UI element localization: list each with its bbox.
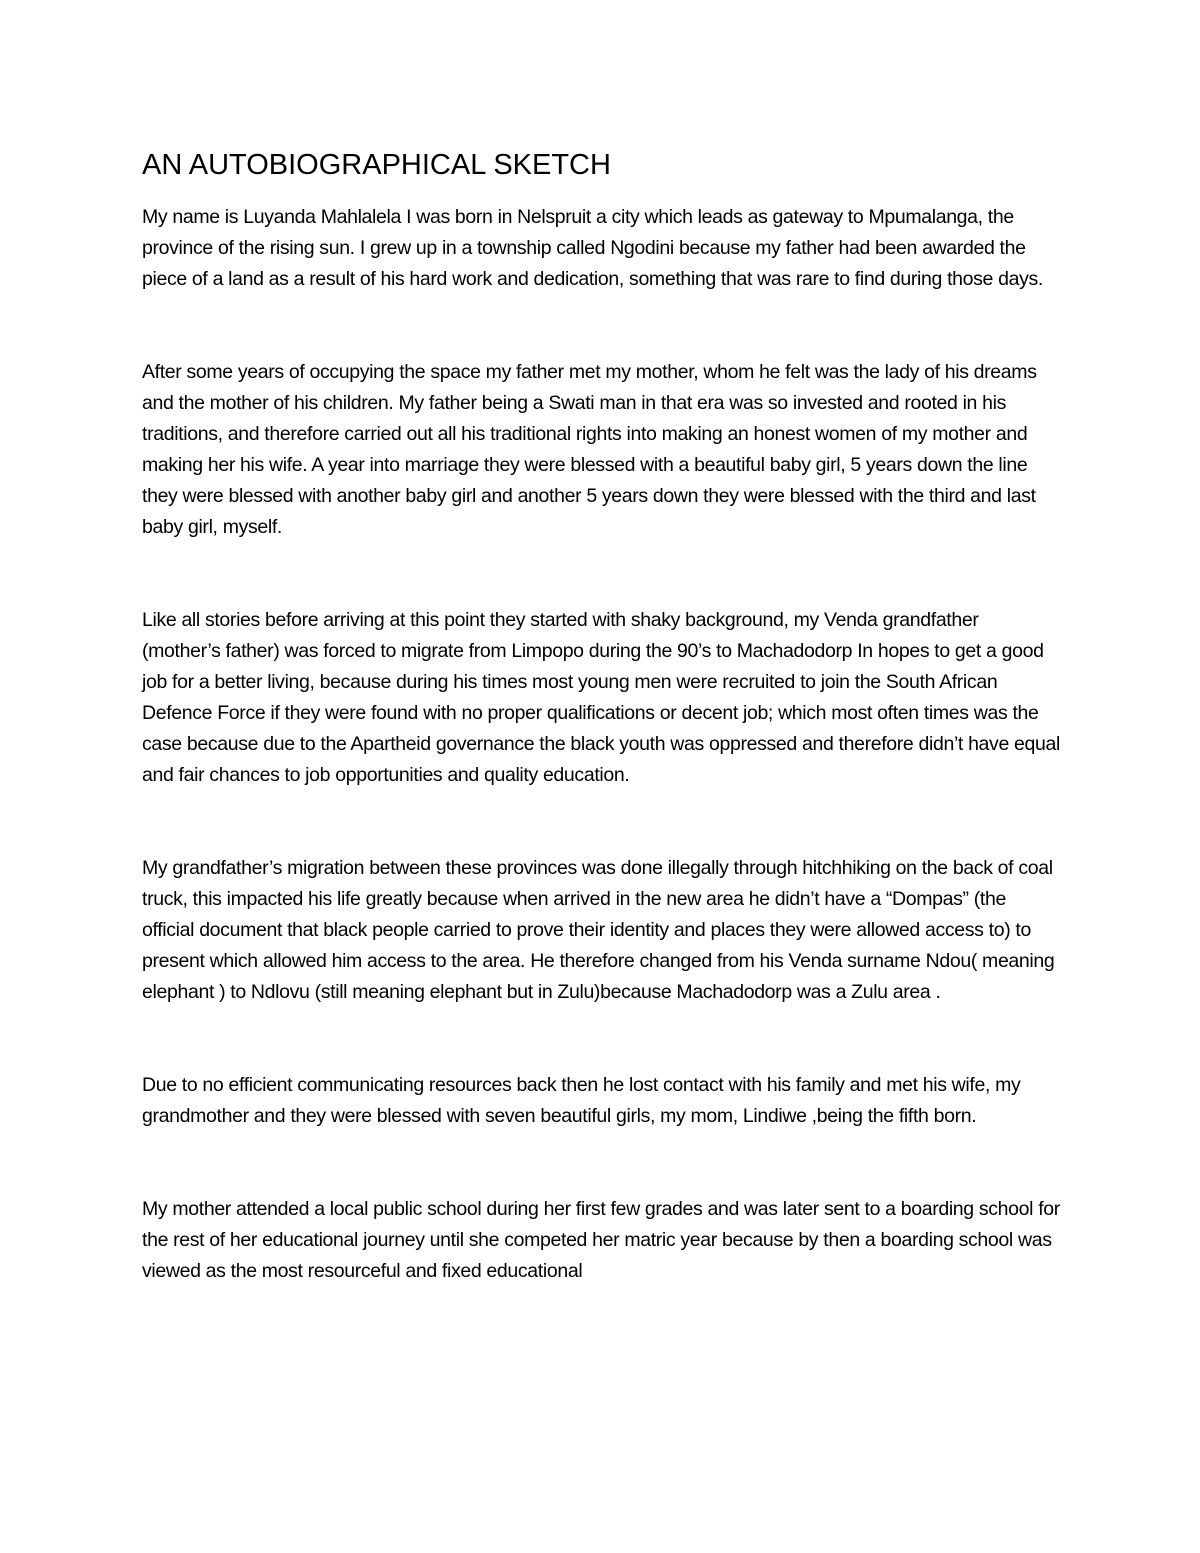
document-body xyxy=(142,146,1062,1287)
paragraph-grandparents-family: Due to no efficient communicating resources back then he lost contact with his family and met his wife, my grandmother and they were blessed with seven beautiful girls, my mom, Lindiwe ,being the fifth born. xyxy=(142,1074,1021,1127)
paragraph-birth: My name is Luyanda Mahlalela I was born in Nelspruit a city which leads as gateway to Mpumalanga, the province of the rising sun. I grew up in a township called Ngodini because my father had been awarded the piece of a land as a result of his hard work and dedication, something that was rare to find during those days. xyxy=(142,206,1043,290)
paragraph-grandfather-migration: My grandfather’s migration between these provinces was done illegally through hitchhiking on the back of coal truck, this impacted his life greatly because when arrived in the new area he didn’t have a “Dompas” (the official document that black people carried to prove their identity and places they were allowed access to) to present which allowed him access to the area. He therefore changed from his Venda surname Ndou( meaning elephant ) to Ndlovu (still meaning elephant but in Zulu)because Machadodorp was a Zulu area . xyxy=(142,857,1055,1003)
paragraph-parents: After some years of occupying the space my father met my mother, whom he felt was the lady of his dreams and the mother of his children. My father being a Swati man in that era was so invested and rooted in his traditions, and therefore carried out all his traditional rights into making an honest women of my mother and making her his wife. A year into marriage they were blessed with a beautiful baby girl, 5 years down the line they were blessed with another baby girl and another 5 years down they were blessed with the third and last baby girl, myself. xyxy=(142,361,1037,538)
document-title: AN AUTOBIOGRAPHICAL SKETCH xyxy=(142,149,611,181)
paragraph-mother-schooling: My mother attended a local public school during her first few grades and was later sent to a boarding school for the rest of her educational journey until she competed her matric year because by then a boarding school was viewed as the most resourceful and fixed educational xyxy=(142,1198,1060,1282)
paragraph-grandfather-background: Like all stories before arriving at this point they started with shaky background, my Venda grandfather (mother’s father) was forced to migrate from Limpopo during the 90’s to Machadodorp In hopes to get a good job for a better living, because during his times most young men were recruited to join the South African Defence Force if they were found with no proper qualifications or decent job; which most often times was the case because due to the Apartheid governance the black youth was oppressed and therefore didn’t have equal and fair chances to job opportunities and quality education. xyxy=(142,609,1060,786)
